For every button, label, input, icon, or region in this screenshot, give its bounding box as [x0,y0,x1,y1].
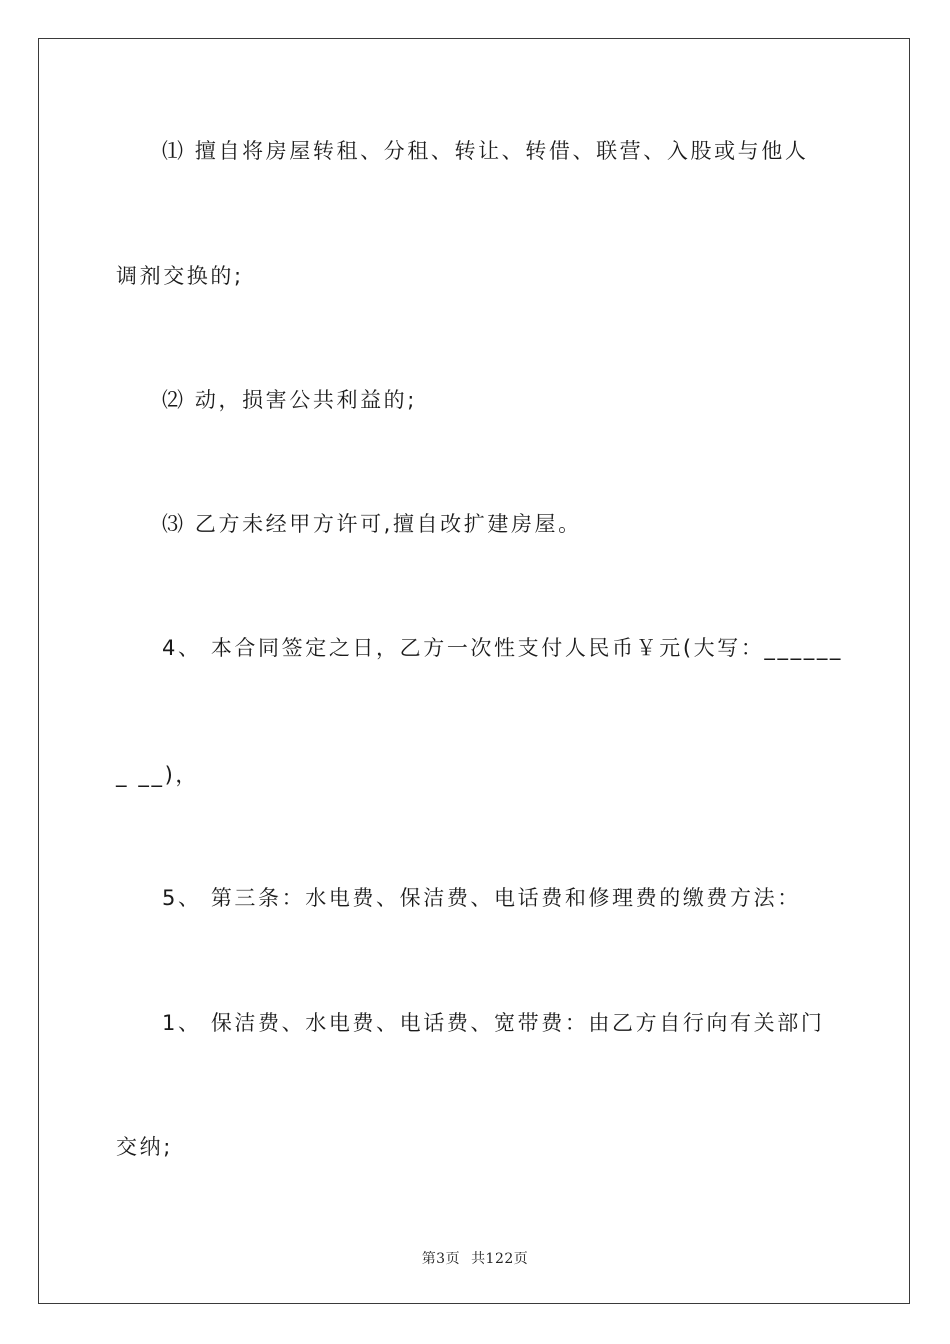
clause-3: ⑶ 乙方未经甲方许可,擅自改扩建房屋。 [162,512,582,536]
clause-1-line-2: 调剂交换的; [116,264,244,288]
item-1-line-2: 交纳; [116,1135,173,1159]
item-4-line-1: 4、 本合同签定之日，乙方一次性支付人民币￥元(大写：______ [162,636,844,660]
clause-2: ⑵ 动，损害公共利益的; [162,388,417,412]
page-number: 第3页 [421,1251,461,1267]
total-pages: 共122页 [471,1251,529,1267]
item-5: 5、 第三条：水电费、保洁费、电话费和修理费的缴费方法： [162,886,801,910]
item-4-line-2: _ __)， [116,763,199,787]
page-footer [0,1248,950,1268]
clause-1-line-1: ⑴ 擅自将房屋转租、分租、转让、转借、联营、入股或与他人 [162,139,809,163]
item-1-line-1: 1、 保洁费、水电费、电话费、宽带费：由乙方自行向有关部门 [162,1011,825,1035]
page-border [38,38,910,1304]
